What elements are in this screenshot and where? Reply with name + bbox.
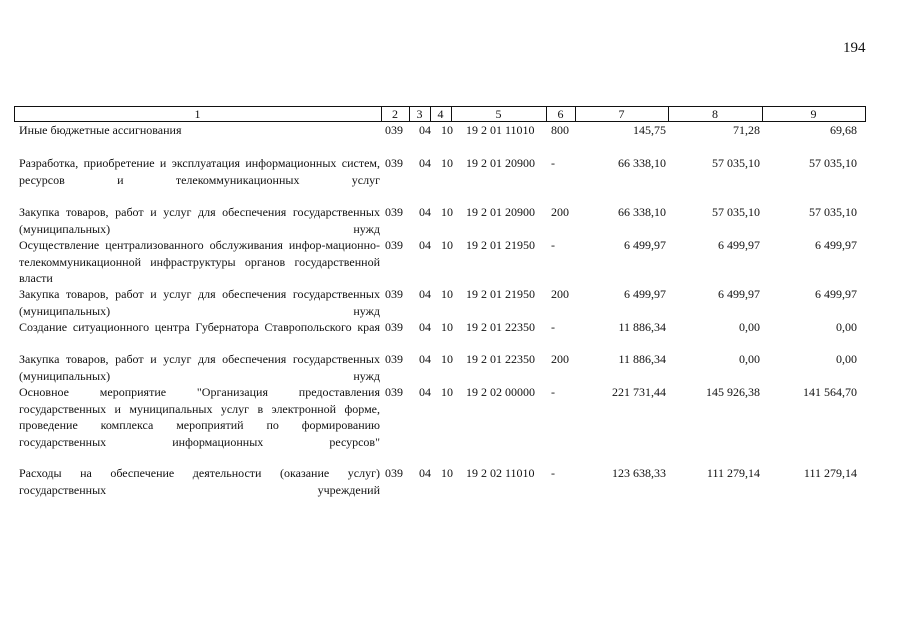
row-description: Разработка, приобретение и эксплуатация информационных систем, ресурсов и телекоммуникационных услуг	[19, 156, 380, 187]
cell-target-article: 19 2 01 21950	[466, 238, 535, 252]
cell-amount-col9: 57 035,10	[809, 205, 857, 219]
cell-amount-col9: 6 499,97	[815, 287, 857, 301]
header-cell-5: 5	[495, 107, 502, 121]
cell-amount-col7: 66 338,10	[618, 156, 666, 170]
cell-ministry-code: 039	[385, 205, 403, 219]
cell-expense-type: -	[551, 238, 555, 252]
table-header	[14, 106, 866, 122]
cell-ministry-code: 039	[385, 466, 403, 480]
cell-amount-col7: 11 886,34	[618, 320, 666, 334]
cell-amount-col7: 145,75	[633, 123, 666, 137]
header-cell-6: 6	[557, 107, 564, 121]
cell-amount-col9: 111 279,14	[803, 466, 857, 480]
cell-amount-col7: 123 638,33	[612, 466, 666, 480]
cell-section: 04	[419, 320, 431, 334]
row-description: Осуществление централизованного обслуживания инфор-мационно-телекоммуникационной инфраструктуры органов государственной власти	[19, 238, 380, 285]
cell-target-article: 19 2 01 20900	[466, 205, 535, 219]
cell-ministry-code: 039	[385, 287, 403, 301]
cell-subsection: 10	[441, 466, 453, 480]
row-description: Иные бюджетные ассигнования	[19, 123, 182, 137]
cell-subsection: 10	[441, 287, 453, 301]
cell-amount-col9: 0,00	[836, 320, 857, 334]
header-cell-1: 1	[194, 107, 201, 121]
header-cell-2: 2	[392, 107, 398, 121]
cell-amount-col7: 6 499,97	[624, 238, 666, 252]
cell-target-article: 19 2 01 20900	[466, 156, 535, 170]
cell-amount-col8: 57 035,10	[712, 205, 760, 219]
cell-subsection: 10	[441, 123, 453, 137]
cell-subsection: 10	[441, 385, 453, 399]
cell-target-article: 19 2 02 00000	[466, 385, 535, 399]
cell-ministry-code: 039	[385, 352, 403, 366]
cell-amount-col8: 0,00	[739, 352, 760, 366]
cell-ministry-code: 039	[385, 156, 403, 170]
cell-amount-col9: 57 035,10	[809, 156, 857, 170]
header-cell-3: 3	[416, 107, 423, 121]
cell-target-article: 19 2 01 11010	[466, 123, 535, 137]
cell-section: 04	[419, 156, 431, 170]
row-description: Основное мероприятие "Организация предоставления государственных и муниципальных услуг в электронной форме, проведение комплекса мероприятий по формированию государственных информационных ресурсов"	[19, 385, 380, 449]
cell-ministry-code: 039	[385, 123, 403, 137]
cell-amount-col8: 0,00	[739, 320, 760, 334]
cell-amount-col7: 221 731,44	[612, 385, 666, 399]
cell-expense-type: -	[551, 320, 555, 334]
cell-expense-type: 200	[551, 205, 569, 219]
cell-amount-col8: 57 035,10	[712, 156, 760, 170]
cell-section: 04	[419, 123, 431, 137]
cell-target-article: 19 2 01 21950	[466, 287, 535, 301]
cell-amount-col9: 69,68	[830, 123, 857, 137]
cell-amount-col8: 71,28	[733, 123, 760, 137]
cell-amount-col9: 0,00	[836, 352, 857, 366]
cell-expense-type: 800	[551, 123, 569, 137]
cell-amount-col8: 145 926,38	[706, 385, 760, 399]
cell-subsection: 10	[441, 238, 453, 252]
cell-amount-col8: 111 279,14	[706, 466, 760, 480]
cell-expense-type: 200	[551, 352, 569, 366]
cell-amount-col9: 141 564,70	[803, 385, 857, 399]
cell-expense-type: 200	[551, 287, 569, 301]
cell-ministry-code: 039	[385, 238, 403, 252]
cell-section: 04	[419, 287, 431, 301]
cell-ministry-code: 039	[385, 385, 403, 399]
header-divider	[865, 106, 866, 122]
cell-ministry-code: 039	[385, 320, 403, 334]
cell-subsection: 10	[441, 156, 453, 170]
cell-amount-col8: 6 499,97	[718, 238, 760, 252]
cell-amount-col7: 11 886,34	[618, 352, 666, 366]
cell-section: 04	[419, 466, 431, 480]
cell-section: 04	[419, 205, 431, 219]
cell-target-article: 19 2 02 11010	[466, 466, 535, 480]
page-number: 194	[843, 40, 866, 56]
header-cell-8: 8	[712, 107, 718, 121]
cell-subsection: 10	[441, 352, 453, 366]
row-description: Закупка товаров, работ и услуг для обеспечения государственных (муниципальных) нужд	[19, 287, 380, 318]
cell-subsection: 10	[441, 205, 453, 219]
row-description: Закупка товаров, работ и услуг для обеспечения государственных (муниципальных) нужд	[19, 352, 380, 383]
cell-amount-col7: 6 499,97	[624, 287, 666, 301]
cell-expense-type: -	[551, 156, 555, 170]
row-description: Закупка товаров, работ и услуг для обеспечения государственных (муниципальных) нужд	[19, 205, 380, 236]
cell-amount-col7: 66 338,10	[618, 205, 666, 219]
cell-amount-col9: 6 499,97	[815, 238, 857, 252]
header-cell-7: 7	[618, 107, 625, 121]
cell-section: 04	[419, 385, 431, 399]
cell-section: 04	[419, 352, 431, 366]
cell-section: 04	[419, 238, 431, 252]
row-description: Создание ситуационного центра Губернатора Ставропольского края	[19, 320, 380, 334]
cell-expense-type: -	[551, 466, 555, 480]
cell-amount-col8: 6 499,97	[718, 287, 760, 301]
cell-expense-type: -	[551, 385, 555, 399]
cell-target-article: 19 2 01 22350	[466, 352, 535, 366]
row-description: Расходы на обеспечение деятельности (оказание услуг) государственных учреждений	[19, 466, 380, 497]
header-cell-9: 9	[810, 107, 817, 121]
cell-subsection: 10	[441, 320, 453, 334]
header-cell-4: 4	[437, 107, 444, 121]
cell-target-article: 19 2 01 22350	[466, 320, 535, 334]
